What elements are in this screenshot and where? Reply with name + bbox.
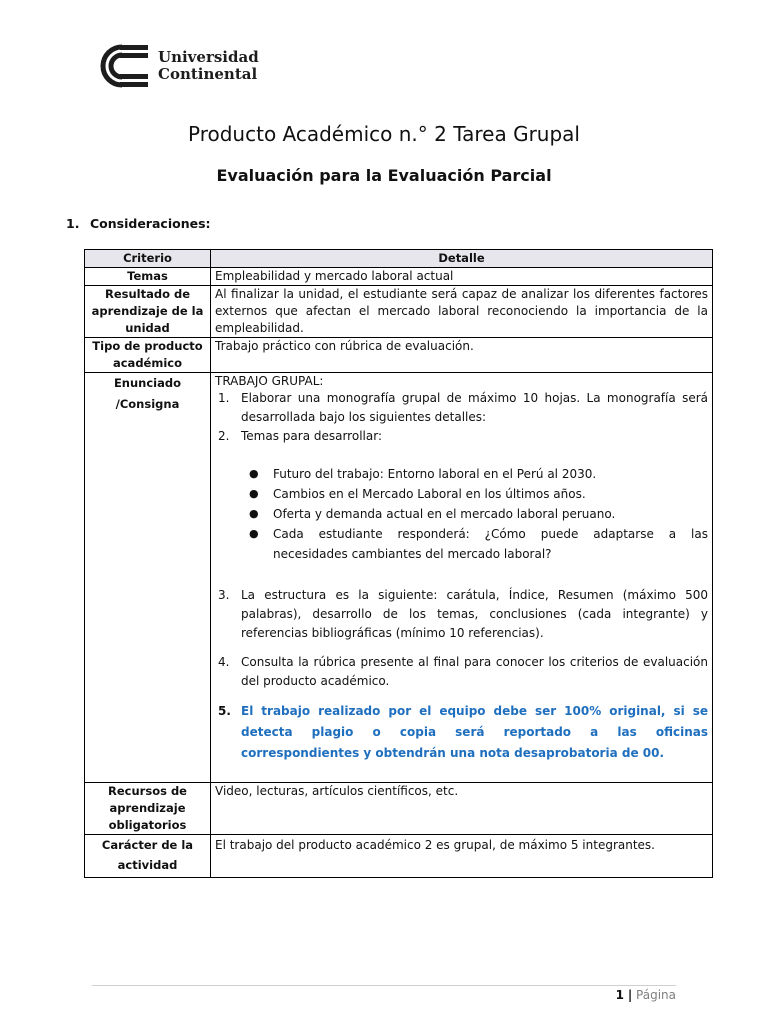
section-label: Consideraciones:: [90, 216, 211, 231]
item-number: 3.: [218, 588, 230, 602]
page-separator: |: [627, 988, 633, 1002]
criterio-enunciado: [85, 373, 211, 783]
criterio-caracter: Carácter de la actividad: [85, 835, 211, 878]
topics-list: [215, 464, 708, 564]
list-item: [215, 701, 708, 764]
table-row: [85, 835, 713, 878]
detalle-tipo: Trabajo práctico con rúbrica de evaluación.: [211, 338, 713, 373]
list-item: [215, 524, 708, 564]
criterio-tipo: Tipo de producto académico: [85, 338, 211, 373]
document-title: Producto Académico n.° 2 Tarea Grupal: [188, 122, 580, 146]
page-label: Página: [636, 988, 676, 1002]
section-heading: [66, 216, 211, 231]
item-number: 4.: [218, 655, 230, 669]
table-row: [85, 373, 713, 783]
header-detalle: Detalle: [211, 250, 713, 268]
logo-text: [158, 49, 259, 83]
item-text: La estructura es la siguiente: carátula, Índice, Resumen (máximo 500 palabras), desarrollo de los temas, conclusiones (cada integrante) y referencias bibliográficas (mínimo 10 referencias).: [241, 588, 708, 640]
table-row: [85, 268, 713, 286]
university-logo: [92, 44, 259, 88]
bullet-text: Oferta y demanda actual en el mercado laboral peruano.: [273, 507, 616, 521]
criterio-recursos: Recursos de aprendizaje obligatorios: [85, 783, 211, 835]
table-header-row: [85, 250, 713, 268]
page-footer: [616, 988, 676, 1002]
logo-line2: Continental: [158, 65, 258, 83]
item-text: Consulta la rúbrica presente al final para conocer los criterios de evaluación del producto académico.: [241, 655, 708, 688]
list-item: [215, 504, 708, 524]
page-number: 1: [615, 988, 624, 1002]
bullet-text: Cada estudiante responderá: ¿Cómo puede adaptarse a las necesidades cambiantes del mercado laboral?: [273, 527, 708, 561]
detalle-recursos: Video, lecturas, artículos científicos, etc.: [211, 783, 713, 835]
list-item: [215, 427, 708, 564]
considerations-table: [84, 249, 713, 878]
criterio-enunciado-line2: /Consigna: [115, 397, 180, 411]
item-number: 2.: [218, 429, 230, 443]
enunciado-intro: TRABAJO GRUPAL:: [215, 374, 324, 388]
table-row: [85, 783, 713, 835]
table-row: [85, 286, 713, 338]
list-item: [215, 484, 708, 504]
table-row: [85, 338, 713, 373]
logo-line1: Universidad: [158, 48, 259, 66]
bullet-icon: ●: [249, 467, 259, 480]
item-text: Temas para desarrollar:: [241, 429, 382, 443]
list-item: [215, 464, 708, 484]
header-criterio: Criterio: [85, 250, 211, 268]
criterio-enunciado-line1: Enunciado: [113, 376, 182, 390]
bullet-text: Cambios en el Mercado Laboral en los últimos años.: [273, 487, 586, 501]
item-number: 1.: [218, 391, 230, 405]
detalle-caracter: El trabajo del producto académico 2 es grupal, de máximo 5 integrantes.: [211, 835, 713, 878]
detalle-temas: Empleabilidad y mercado laboral actual: [211, 268, 713, 286]
list-item: [215, 586, 708, 643]
bullet-icon: ●: [249, 487, 259, 500]
bullet-icon: ●: [249, 507, 259, 520]
criterio-resultado: Resultado de aprendizaje de la unidad: [85, 286, 211, 338]
criterio-temas: Temas: [85, 268, 211, 286]
bullet-text: Futuro del trabajo: Entorno laboral en el Perú al 2030.: [273, 467, 597, 481]
footer-divider: [92, 985, 676, 986]
originality-warning: El trabajo realizado por el equipo debe ser 100% original, si se detecta plagio o copia será reportado a las oficinas correspondientes y obtendrán una nota desaprobatoria de 00.: [241, 704, 708, 760]
item-text: Elaborar una monografía grupal de máximo 10 hojas. La monografía será desarrollada bajo los siguientes detalles:: [241, 391, 708, 424]
list-item: [215, 389, 708, 427]
list-item: [215, 653, 708, 691]
bullet-icon: ●: [249, 527, 259, 540]
section-number: 1.: [66, 216, 80, 231]
document-subtitle: Evaluación para la Evaluación Parcial: [216, 166, 552, 185]
detalle-enunciado: [211, 373, 713, 783]
instruction-list: [215, 389, 708, 764]
university-logo-icon: [92, 44, 152, 88]
detalle-resultado: Al finalizar la unidad, el estudiante será capaz de analizar los diferentes factores externos que afectan el mercado laboral reconociendo la importancia de la empleabilidad.: [211, 286, 713, 338]
item-number: 5.: [218, 704, 231, 718]
